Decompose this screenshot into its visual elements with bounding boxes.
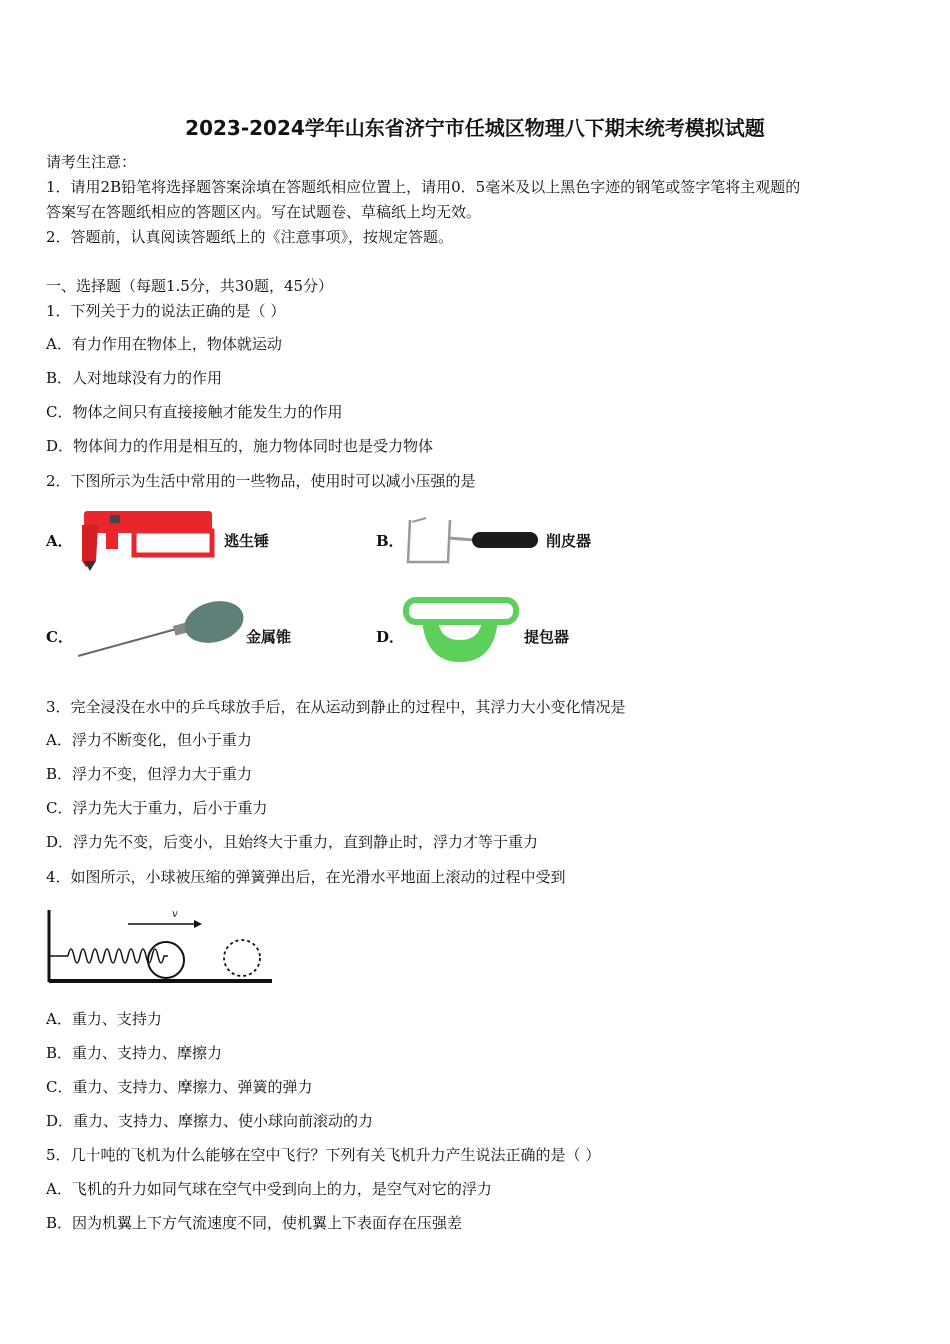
q2-option-b-label: 削皮器 bbox=[546, 532, 592, 550]
notice-line-1a: 1．请用2B铅笔将选择题答案涂填在答题纸相应位置上，请用0．5毫米及以上黑色字迹的钢笔或签字笔将主观题的 bbox=[46, 178, 801, 196]
notice-heading: 请考生注意： bbox=[46, 153, 137, 171]
q1-option-c: C．物体之间只有直接接触才能发生力的作用 bbox=[46, 403, 343, 421]
velocity-label: v bbox=[172, 909, 178, 920]
q1-stem: 1．下列关于力的说法正确的是（ ） bbox=[46, 302, 286, 320]
q2-option-a-label: 逃生锤 bbox=[224, 532, 270, 550]
q5-stem: 5．几十吨的飞机为什么能够在空中飞行？下列有关飞机升力产生说法正确的是（ ） bbox=[46, 1146, 601, 1164]
q3-option-a: A．浮力不断变化，但小于重力 bbox=[46, 731, 252, 749]
q5-option-b: B．因为机翼上下方气流速度不同，使机翼上下表面存在压强差 bbox=[46, 1214, 463, 1232]
section-heading: 一、选择题（每题1.5分，共30题，45分） bbox=[46, 277, 334, 295]
q2-option-a-letter: A． bbox=[46, 532, 73, 550]
q3-option-d: D．浮力先不变，后变小，且始终大于重力，直到静止时，浮力才等于重力 bbox=[46, 833, 539, 851]
notice-line-2: 2．答题前，认真阅读答题纸上的《注意事项》，按规定答题。 bbox=[46, 228, 454, 246]
q2-stem: 2．下图所示为生活中常用的一些物品，使用时可以减小压强的是 bbox=[46, 472, 476, 490]
q3-stem: 3．完全浸没在水中的乒乓球放手后，在从运动到静止的过程中，其浮力大小变化情况是 bbox=[46, 698, 626, 716]
metal-awl-image bbox=[76, 598, 242, 660]
escape-hammer-image bbox=[76, 505, 216, 571]
q4-option-d: D．重力、支持力、摩擦力、使小球向前滚动的力 bbox=[46, 1112, 374, 1130]
q2-option-d-label: 提包器 bbox=[524, 628, 570, 646]
notice-line-1b: 答案写在答题纸相应的答题区内。写在试题卷、草稿纸上均无效。 bbox=[46, 203, 482, 221]
page-title: 2023-2024学年山东省济宁市任城区物理八下期末统考模拟试题 bbox=[185, 116, 765, 140]
q4-option-c: C．重力、支持力、摩擦力、弹簧的弹力 bbox=[46, 1078, 313, 1096]
q2-option-b-letter: B． bbox=[376, 532, 404, 550]
peeler-image bbox=[404, 510, 544, 566]
q5-option-a: A．飞机的升力如同气球在空气中受到向上的力，是空气对它的浮力 bbox=[46, 1180, 492, 1198]
q4-option-b: B．重力、支持力、摩擦力 bbox=[46, 1044, 223, 1062]
q2-option-d-letter: D． bbox=[376, 628, 405, 646]
q1-option-a: A．有力作用在物体上，物体就运动 bbox=[46, 335, 282, 353]
q2-option-c-label: 金属锥 bbox=[246, 628, 292, 646]
q2-option-c-letter: C． bbox=[46, 628, 73, 646]
bag-hook-image bbox=[402, 596, 520, 666]
q4-stem: 4．如图所示，小球被压缩的弹簧弹出后，在光滑水平地面上滚动的过程中受到 bbox=[46, 868, 566, 886]
q1-option-b: B．人对地球没有力的作用 bbox=[46, 369, 223, 387]
q4-option-a: A．重力、支持力 bbox=[46, 1010, 162, 1028]
q3-option-c: C．浮力先大于重力，后小于重力 bbox=[46, 799, 268, 817]
q3-option-b: B．浮力不变，但浮力大于重力 bbox=[46, 765, 253, 783]
q1-option-d: D．物体间力的作用是相互的，施力物体同时也是受力物体 bbox=[46, 437, 434, 455]
spring-ball-diagram bbox=[46, 906, 274, 988]
